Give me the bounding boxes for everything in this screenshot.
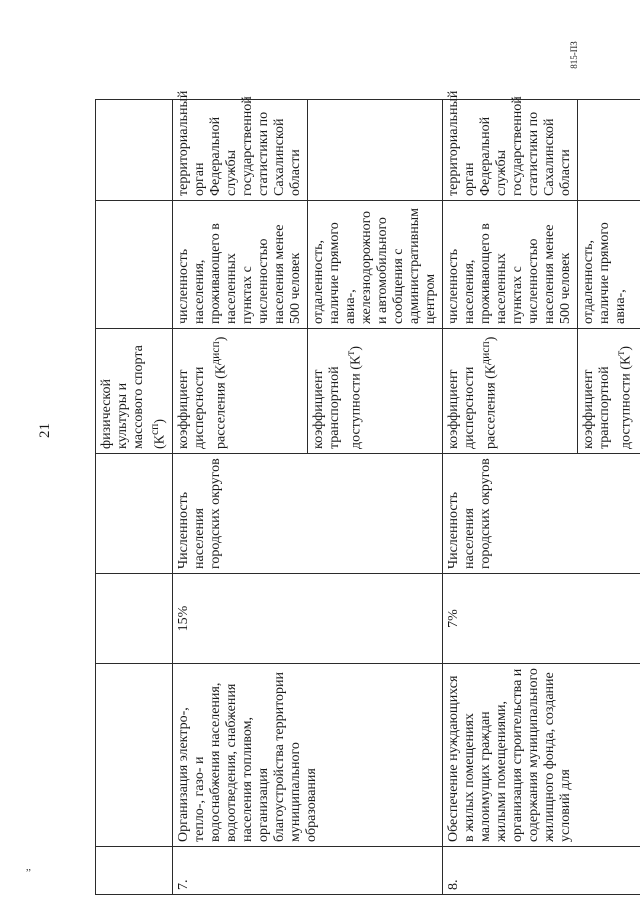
row-number: 8. <box>442 847 640 895</box>
row-unit: Численность населения городских округов <box>442 454 640 574</box>
indicator-cell: физической культуры и массового спорта $(К^{сп})$ <box>96 329 173 454</box>
table-cell <box>96 201 173 329</box>
coef-cell: коэффициент дисперсности расселения $(К^{дисп})$ <box>172 329 307 454</box>
row-unit: Численность населения городских округов <box>172 454 442 574</box>
table-cell <box>96 454 173 574</box>
source-cell: территориальный орган Федеральной службы государственной статистики по Сахалинской области <box>172 100 307 201</box>
row-weight: 15% <box>172 574 442 664</box>
row-name: Организация электро-, тепло-, газо- и водоснабжения населения, водоотведения, снабжения населения топливом, организация благоустройства территории муниципального образования <box>172 664 442 847</box>
coef-cell: коэффициент дисперсности расселения $(К^{дисп})$ <box>442 329 577 454</box>
measure-cell: численность населения, проживающего в населенных пунктах с численностью населения менее 500 человек <box>172 201 307 329</box>
table-row <box>172 100 307 895</box>
row-name: Обеспечение нуждающихся в жилых помещениях малоимущих граждан жилыми помещениями, организация строительства и содержания муниципального жилищного фонда, создание условий для <box>442 664 640 847</box>
table-row <box>96 100 173 895</box>
coef-cell: коэффициент транспортной доступности $(К^т)$ <box>307 329 442 454</box>
source-cell <box>577 100 640 201</box>
source-cell <box>307 100 442 201</box>
row-number: 7. <box>172 847 442 895</box>
measure-cell: отдаленность, наличие прямого авиа-, железнодорожного и автомобильного сообщения с административным центром <box>307 201 442 329</box>
source-cell: территориальный орган Федеральной службы государственной статистики по Сахалинской области <box>442 100 577 201</box>
table-cell <box>96 664 173 847</box>
coef-cell: коэффициент транспортной доступности $(К^т)$ <box>577 329 640 454</box>
row-weight: 7% <box>442 574 640 664</box>
measure-cell: численность населения, проживающего в населенных пунктах с численностью населения менее 500 человек <box>442 201 577 329</box>
document-code: 815-ПЗ <box>568 41 579 69</box>
indicator-table <box>95 90 640 895</box>
table-cell <box>96 574 173 664</box>
table-cell <box>96 100 173 201</box>
measure-cell: отдаленность, наличие прямого авиа-, <box>577 201 640 329</box>
table-row <box>442 100 577 895</box>
table-cell <box>96 847 173 895</box>
margin-mark: ,, <box>26 862 31 873</box>
rotated-table-container <box>95 90 640 895</box>
page-number: 21 <box>37 423 53 438</box>
